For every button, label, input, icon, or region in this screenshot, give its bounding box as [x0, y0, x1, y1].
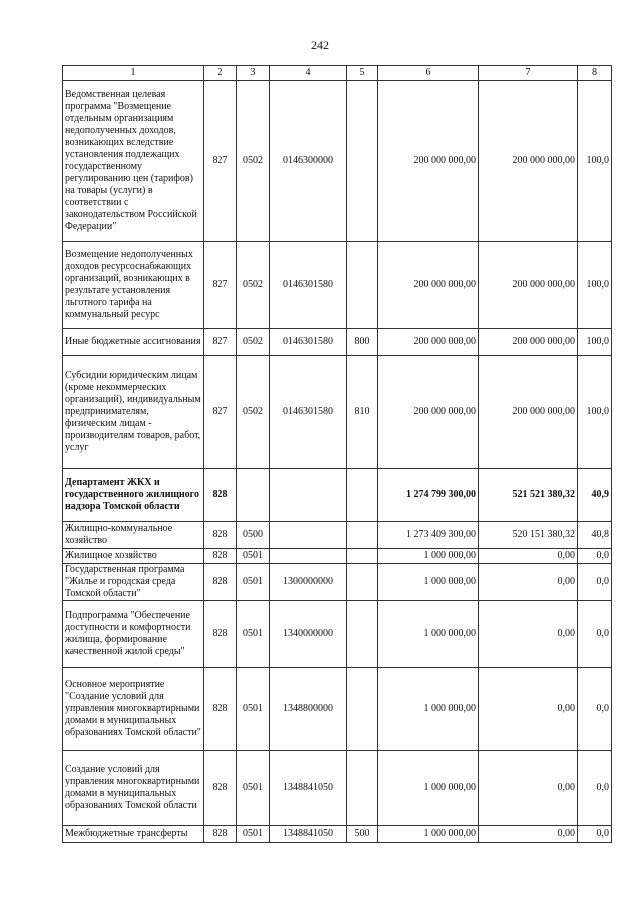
row-name: Межбюджетные трансферты: [63, 826, 204, 843]
ministry-code: 828: [204, 751, 237, 826]
table-row: [63, 356, 612, 469]
expense-type-code: [347, 81, 378, 242]
ministry-code: 827: [204, 242, 237, 329]
executed-amount: 0,00: [479, 668, 578, 751]
table-row: [63, 601, 612, 668]
planned-amount: 200 000 000,00: [378, 81, 479, 242]
execution-percent: 0,0: [578, 564, 612, 601]
ministry-code: 828: [204, 601, 237, 668]
header-row: [63, 66, 612, 81]
execution-percent: 0,0: [578, 826, 612, 843]
ministry-code: 828: [204, 549, 237, 564]
executed-amount: 521 521 380,32: [479, 469, 578, 522]
ministry-code: 828: [204, 668, 237, 751]
header-cell: 4: [270, 66, 347, 81]
planned-amount: 1 000 000,00: [378, 601, 479, 668]
target-article-code: 0146301580: [270, 329, 347, 356]
section-code: [237, 469, 270, 522]
execution-percent: 100,0: [578, 242, 612, 329]
executed-amount: 200 000 000,00: [479, 242, 578, 329]
executed-amount: 200 000 000,00: [479, 356, 578, 469]
execution-percent: 100,0: [578, 329, 612, 356]
section-code: 0501: [237, 549, 270, 564]
expense-type-code: [347, 751, 378, 826]
expense-type-code: 810: [347, 356, 378, 469]
expense-type-code: 500: [347, 826, 378, 843]
header-cell: 1: [63, 66, 204, 81]
execution-percent: 40,9: [578, 469, 612, 522]
ministry-code: 828: [204, 564, 237, 601]
header-cell: 3: [237, 66, 270, 81]
target-article-code: 1348841050: [270, 826, 347, 843]
execution-percent: 0,0: [578, 601, 612, 668]
executed-amount: 200 000 000,00: [479, 329, 578, 356]
execution-percent: 0,0: [578, 668, 612, 751]
header-cell: 7: [479, 66, 578, 81]
target-article-code: 0146301580: [270, 242, 347, 329]
header-cell: 2: [204, 66, 237, 81]
row-name: Субсидии юридическим лицам (кроме некоммерческих организаций), индивидуальным предпринимателям, физическим лицам - производителям товаров, работ, услуг: [63, 356, 204, 469]
section-code: 0501: [237, 601, 270, 668]
target-article-code: [270, 549, 347, 564]
section-code: 0502: [237, 242, 270, 329]
ministry-code: 827: [204, 81, 237, 242]
planned-amount: 1 274 799 300,00: [378, 469, 479, 522]
executed-amount: 0,00: [479, 826, 578, 843]
table-row: [63, 549, 612, 564]
table-row: [63, 469, 612, 522]
table-row: [63, 242, 612, 329]
executed-amount: 200 000 000,00: [479, 81, 578, 242]
planned-amount: 1 273 409 300,00: [378, 522, 479, 549]
table-row: [63, 329, 612, 356]
table-row: [63, 751, 612, 826]
section-code: 0502: [237, 81, 270, 242]
execution-percent: 40,8: [578, 522, 612, 549]
row-name: Жилищное хозяйство: [63, 549, 204, 564]
budget-table: [62, 65, 612, 843]
row-name: Создание условий для управления многоквартирными домами в муниципальных образованиях Томской области: [63, 751, 204, 826]
section-code: 0501: [237, 668, 270, 751]
executed-amount: 0,00: [479, 751, 578, 826]
execution-percent: 100,0: [578, 356, 612, 469]
expense-type-code: 800: [347, 329, 378, 356]
ministry-code: 828: [204, 469, 237, 522]
row-name: Департамент ЖКХ и государственного жилищного надзора Томской области: [63, 469, 204, 522]
section-code: 0501: [237, 564, 270, 601]
row-name: Возмещение недополученных доходов ресурсоснабжающих организаций, возникающих в результате установления льготного тарифа на коммунальный ресурс: [63, 242, 204, 329]
target-article-code: [270, 469, 347, 522]
header-cell: 6: [378, 66, 479, 81]
planned-amount: 1 000 000,00: [378, 751, 479, 826]
ministry-code: 827: [204, 356, 237, 469]
executed-amount: 0,00: [479, 564, 578, 601]
target-article-code: 0146300000: [270, 81, 347, 242]
row-name: Государственная программа "Жилье и городская среда Томской области": [63, 564, 204, 601]
expense-type-code: [347, 601, 378, 668]
expense-type-code: [347, 668, 378, 751]
section-code: 0500: [237, 522, 270, 549]
header-cell: 8: [578, 66, 612, 81]
target-article-code: 1300000000: [270, 564, 347, 601]
executed-amount: 520 151 380,32: [479, 522, 578, 549]
executed-amount: 0,00: [479, 601, 578, 668]
target-article-code: 1348800000: [270, 668, 347, 751]
expense-type-code: [347, 564, 378, 601]
execution-percent: 0,0: [578, 751, 612, 826]
ministry-code: 828: [204, 826, 237, 843]
executed-amount: 0,00: [479, 549, 578, 564]
target-article-code: [270, 522, 347, 549]
target-article-code: 0146301580: [270, 356, 347, 469]
target-article-code: 1340000000: [270, 601, 347, 668]
execution-percent: 100,0: [578, 81, 612, 242]
planned-amount: 1 000 000,00: [378, 668, 479, 751]
section-code: 0501: [237, 751, 270, 826]
expense-type-code: [347, 549, 378, 564]
table-row: [63, 564, 612, 601]
row-name: Основное мероприятие "Создание условий для управления многоквартирными домами в муниципальных образованиях Томской области": [63, 668, 204, 751]
expense-type-code: [347, 469, 378, 522]
section-code: 0501: [237, 826, 270, 843]
page-number: 242: [311, 38, 329, 52]
table-row: [63, 668, 612, 751]
planned-amount: 200 000 000,00: [378, 356, 479, 469]
planned-amount: 200 000 000,00: [378, 242, 479, 329]
row-name: Подпрограмма "Обеспечение доступности и комфортности жилища, формирование качественной жилой среды": [63, 601, 204, 668]
section-code: 0502: [237, 329, 270, 356]
ministry-code: 827: [204, 329, 237, 356]
planned-amount: 1 000 000,00: [378, 826, 479, 843]
planned-amount: 200 000 000,00: [378, 329, 479, 356]
table-row: [63, 826, 612, 843]
section-code: 0502: [237, 356, 270, 469]
row-name: Ведомственная целевая программа "Возмещение отдельным организациям недополученных доходов, возникающих вследствие установления подлежащих государственному регулированию цен (тарифов) на товары (услуги) в соответствии с законодательством Российской Федерации": [63, 81, 204, 242]
expense-type-code: [347, 242, 378, 329]
table-row: [63, 81, 612, 242]
planned-amount: 1 000 000,00: [378, 549, 479, 564]
planned-amount: 1 000 000,00: [378, 564, 479, 601]
execution-percent: 0,0: [578, 549, 612, 564]
table-row: [63, 522, 612, 549]
row-name: Жилищно-коммунальное хозяйство: [63, 522, 204, 549]
expense-type-code: [347, 522, 378, 549]
target-article-code: 1348841050: [270, 751, 347, 826]
row-name: Иные бюджетные ассигнования: [63, 329, 204, 356]
header-cell: 5: [347, 66, 378, 81]
ministry-code: 828: [204, 522, 237, 549]
